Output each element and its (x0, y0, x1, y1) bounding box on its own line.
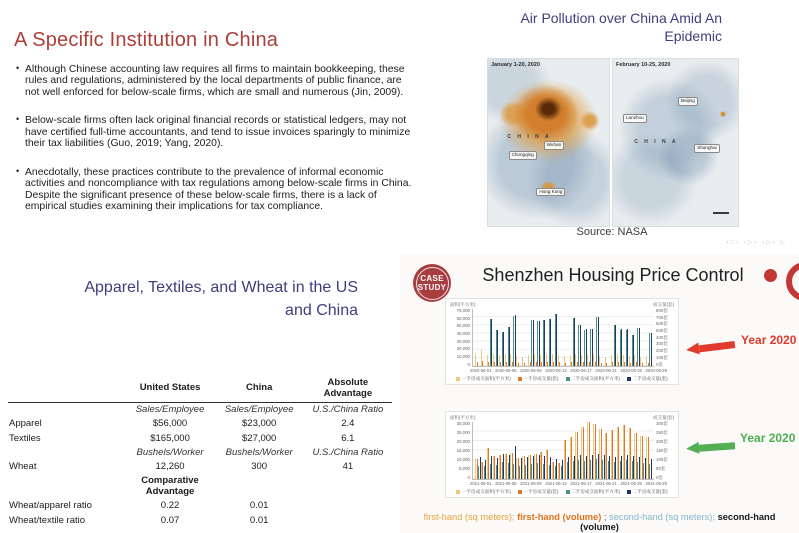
plot-area (472, 422, 654, 480)
table-cell: Bushels/Worker (136, 446, 204, 458)
legend-item (518, 489, 559, 495)
satellite-map-january (487, 58, 610, 227)
legend-label: 二手房成交面积(平方米) (571, 488, 620, 494)
table-row (8, 402, 392, 417)
bar-group (552, 314, 558, 366)
bar-group (611, 430, 617, 479)
table-row (8, 474, 392, 499)
bar (651, 459, 652, 479)
bar-group (540, 452, 546, 479)
bar-group (564, 440, 570, 479)
bar-group (629, 428, 635, 479)
legend-swatch (566, 490, 570, 494)
map-date-caption: February 10-25, 2020 (616, 62, 671, 68)
map-scale-bar (713, 212, 729, 214)
bullet-item: • Although Chinese accounting law requires all firms to maintain bookkeeping, these rules and regulations, administered by the local departments of public finance, are not well enforced for below-scale firms, which are small and numerous (Jin, 2009). (16, 64, 414, 98)
legend-item (566, 489, 621, 495)
y-tick: 5,000 (459, 465, 470, 471)
city-label: Lanzhou (623, 114, 647, 123)
title-line-2: and China (285, 302, 358, 319)
table-cell: 0.01 (249, 514, 269, 526)
y-tick: 10,000 (456, 456, 470, 462)
legend-label: 二手房成交量(套) (632, 375, 668, 381)
bar-group (516, 458, 522, 479)
row-label: Textiles (9, 432, 41, 444)
bar-group (499, 454, 505, 479)
y-tick: 20,000 (456, 438, 470, 444)
bar-group (640, 436, 646, 480)
table-cell: 0.01 (249, 500, 269, 512)
beamer-navigation-symbols[interactable]: ‹□› ‹▷› ‹▷› ▷ (726, 240, 787, 246)
y-tick: 100套 (656, 354, 668, 360)
arrow-shaft (699, 442, 735, 451)
bar (651, 333, 652, 366)
row-label: Wheat/apparel ratio (9, 500, 92, 512)
bar-group (475, 354, 481, 366)
y-tick: 0 (467, 474, 470, 480)
y-tick: 30,000 (456, 338, 470, 344)
y-tick: 70,000 (456, 308, 470, 313)
arrow-shaft (699, 341, 736, 352)
bar-group (646, 333, 652, 366)
bar-group (634, 328, 640, 366)
bar-group (558, 460, 564, 479)
country-label: C H I N A (507, 134, 552, 141)
caption-part: first-hand (sq meters); (423, 512, 515, 522)
x-tick: 2020-06-29 (645, 368, 667, 373)
bar-group (558, 355, 564, 366)
bar-group (481, 460, 487, 479)
slide-shenzhen-housing (400, 255, 799, 533)
bar-group (629, 335, 635, 367)
bar-group (528, 320, 534, 366)
right-axis-ticks (654, 422, 675, 480)
row-label: Wheat (9, 460, 37, 472)
table-cell: 0.07 (160, 514, 180, 526)
bar-group (599, 356, 605, 366)
y-tick: 20,000 (456, 346, 470, 352)
table-row (8, 513, 392, 527)
bar-group (581, 329, 587, 366)
caption-part: second-hand (volume) (580, 512, 776, 532)
bar-group (646, 437, 652, 479)
bar (642, 363, 643, 366)
table-cell: Sales/Employee (135, 404, 205, 416)
case-study-badge (413, 264, 451, 302)
title-line-2: Epidemic (664, 28, 722, 45)
table-row (8, 445, 392, 459)
x-axis-ticks (449, 480, 675, 486)
bar-group (623, 329, 629, 366)
y-tick: 300套 (656, 421, 668, 426)
caption-part: first-hand (volume) (514, 512, 602, 522)
y-tick: 200套 (656, 438, 668, 444)
bar-group (570, 437, 576, 480)
title-line-1: Apparel, Textiles, and Wheat in the US (84, 279, 358, 296)
bar (565, 363, 566, 366)
bar-group (593, 317, 599, 366)
y-tick: 500套 (656, 328, 668, 334)
table-cell (304, 513, 392, 527)
y-tick: 0 (467, 361, 470, 367)
satellite-map-february (612, 58, 739, 227)
city-label: Chongqing (509, 151, 537, 160)
table-cell: Comparative Advantage (141, 475, 199, 498)
title-line-1: Air Pollution over China Amid An (520, 10, 722, 26)
table-row (8, 499, 392, 513)
bar-group (605, 357, 611, 366)
red-arrow-icon (685, 338, 735, 356)
x-tick: 2021-06-09 (520, 481, 542, 486)
left-axis-ticks (449, 309, 472, 367)
x-tick: 2020-06-17 (570, 368, 592, 373)
left-axis-title: 面积(平方米) (450, 415, 476, 420)
bar-group (487, 319, 493, 366)
city-label: Wuhan (544, 141, 564, 150)
institution-bullets (16, 64, 414, 229)
table-header-row (8, 375, 392, 402)
caption-part: second-hand (sq meters); (609, 512, 715, 522)
x-tick: 2020-06-01 (470, 368, 492, 373)
green-arrow-icon (686, 439, 736, 454)
bar-group (522, 357, 528, 366)
x-tick: 2021-06-17 (570, 481, 592, 486)
bar (601, 363, 602, 366)
y-tick: 60,000 (456, 315, 470, 321)
year-annotation-bottom: Year 2020 (740, 431, 796, 445)
housing-chart-2 (445, 411, 679, 498)
y-tick: 200套 (656, 348, 668, 354)
y-tick: 800套 (656, 308, 668, 313)
bar-group (575, 325, 581, 366)
table-cell: 12,260 (155, 460, 185, 472)
table-cell: 300 (251, 460, 268, 472)
country-label: C H I N A (634, 139, 678, 146)
bar-group (475, 457, 481, 479)
x-tick: 2021-06-13 (545, 481, 567, 486)
y-tick: 400套 (656, 334, 668, 340)
bar-group (640, 357, 646, 366)
row-label: Wheat/textile ratio (9, 514, 86, 526)
x-tick: 2020-06-25 (620, 368, 642, 373)
bar-group (522, 456, 528, 479)
bar (518, 363, 519, 366)
y-tick: 100套 (656, 456, 668, 462)
column-header: United States (125, 375, 214, 402)
x-tick: 2020-06-05 (495, 368, 517, 373)
table-cell: 6.1 (341, 432, 355, 444)
bar-group (540, 320, 546, 366)
y-tick: 250套 (656, 429, 668, 435)
row-label: Apparel (9, 418, 42, 430)
legend-swatch (518, 377, 522, 381)
bar (524, 363, 525, 366)
x-tick: 2021-06-29 (645, 481, 667, 486)
table-cell: 2.4 (341, 418, 355, 430)
legend-label: 一手房成交面积(平方米) (461, 375, 511, 381)
row-label (8, 474, 125, 499)
legend-label: 一手房成交量(套) (523, 488, 559, 494)
bar-group (552, 459, 558, 479)
legend-item (456, 376, 511, 382)
map-date-caption: January 1-20, 2020 (491, 62, 540, 68)
bar-group (634, 433, 640, 479)
y-tick: 600套 (656, 321, 668, 327)
legend-label: 二手房成交面积(平方米) (571, 375, 620, 381)
slide-title: Shenzhen Housing Price Control (482, 265, 744, 285)
bar-group (570, 318, 576, 366)
bar-group (481, 350, 487, 366)
legend-item (456, 489, 511, 495)
housing-chart-1 (445, 298, 679, 385)
left-axis-title: 面积(平方米) (450, 302, 476, 307)
right-axis-ticks (654, 309, 675, 367)
city-label: Beijing (678, 97, 698, 106)
year-annotation-top: Year 2020 (741, 333, 797, 347)
bar-group (534, 321, 540, 366)
legend-swatch (456, 377, 460, 381)
table-cell: Sales/Employee (224, 404, 294, 416)
y-tick: 300套 (656, 341, 668, 347)
table-row (8, 459, 392, 473)
legend-item (627, 489, 668, 495)
bar-group (623, 425, 629, 479)
bar (606, 363, 607, 366)
bar-group (617, 427, 623, 479)
legend-label: 一手房成交面积(平方米) (461, 488, 511, 494)
y-tick: 0套 (656, 474, 663, 480)
slide-institution (0, 0, 430, 255)
chart-caption (408, 512, 791, 532)
bar-group (493, 456, 499, 479)
table-cell: $165,000 (150, 432, 190, 444)
bar-group (516, 356, 522, 366)
bullet-item: • Anecdotally, these practices contribute to the prevalence of informal economic activities and noncompliance with tax regulations among below-scale firms in China. Despite the significant presence of these below-scale firms, there is a lack of empirical studies examining their implications for tax compliance. (16, 167, 414, 213)
bar-group (587, 329, 593, 366)
y-tick: 700套 (656, 314, 668, 320)
table-cell: U.S./China Ratio (312, 446, 384, 458)
legend-label: 二手房成交量(套) (632, 488, 668, 494)
column-header-empty (8, 375, 125, 402)
legend-label: 一手房成交量(套) (523, 375, 559, 381)
row-label (8, 402, 125, 417)
bar-group (499, 332, 505, 366)
right-axis-title: 成交量(套) (653, 415, 674, 420)
bar-group (611, 325, 617, 366)
bullet-item: • Below-scale firms often lack original financial records or statistical ledgers, may not have certified full-time accountants, and tend to issue invoices sparingly to minimize their tax liabilities (Guo, 2019; Yang, 2020). (16, 115, 414, 149)
red-arc-logo-icon (786, 262, 799, 301)
bar-group (593, 424, 599, 479)
column-header: China (215, 375, 304, 402)
row-label (8, 445, 125, 459)
chart-legend (449, 376, 675, 382)
x-tick: 2020-06-13 (545, 368, 567, 373)
x-tick: 2021-06-25 (620, 481, 642, 486)
slide-title: A Specific Institution in China (14, 29, 279, 51)
bar (482, 361, 483, 366)
y-tick: 40,000 (456, 330, 470, 336)
plot-area (472, 309, 654, 367)
table-cell: $56,000 (152, 418, 188, 430)
bar-group (575, 432, 581, 479)
bar (477, 362, 478, 366)
bar-group (510, 446, 516, 479)
bar-group (546, 450, 552, 479)
y-tick: 150套 (656, 447, 668, 453)
legend-swatch (456, 490, 460, 494)
y-tick: 15,000 (456, 447, 470, 453)
slide-air-pollution (430, 0, 799, 255)
bar-group (605, 433, 611, 479)
caption-part: ; (601, 512, 610, 522)
bar-group (581, 427, 587, 479)
column-header: Absolute Advantage (304, 375, 392, 402)
legend-item (566, 376, 621, 382)
table-cell: $27,000 (242, 432, 277, 444)
legend-swatch (627, 490, 631, 494)
bar-group (534, 454, 540, 479)
bar-group (564, 356, 570, 366)
bar-group (528, 455, 534, 479)
y-tick: 50套 (656, 465, 666, 471)
table-cell: U.S./China Ratio (312, 404, 384, 416)
y-tick: 10,000 (456, 353, 470, 359)
x-tick: 2020-06-09 (520, 368, 542, 373)
x-tick: 2021-06-01 (470, 481, 492, 486)
bar (559, 362, 560, 366)
bar-group (510, 315, 516, 366)
legend-swatch (566, 377, 570, 381)
y-tick: 30,000 (456, 421, 470, 426)
legend-swatch (518, 490, 522, 494)
y-tick: 25,000 (456, 429, 470, 435)
badge-line-2: STUDY (417, 283, 447, 292)
legend-item (627, 376, 668, 382)
slide-trade-table (0, 255, 400, 533)
slide-title (520, 9, 722, 45)
x-tick: 2020-06-21 (595, 368, 617, 373)
badge-line-1: CASE (420, 273, 444, 283)
right-axis-title: 成交量(套) (653, 302, 674, 307)
legend-item (518, 376, 559, 382)
legend-swatch (627, 377, 631, 381)
y-tick: 50,000 (456, 323, 470, 329)
red-dot-logo-icon (764, 269, 777, 282)
city-label: Hong Kong (536, 188, 565, 197)
left-axis-ticks (449, 422, 472, 480)
bar-group (546, 319, 552, 367)
trade-table (8, 375, 392, 527)
bar-group (587, 422, 593, 479)
table-cell (304, 499, 392, 513)
chart-legend (449, 489, 675, 495)
table-cell: 0.22 (160, 500, 180, 512)
bar-group (493, 330, 499, 367)
table-row (8, 431, 392, 445)
arrow-head (686, 442, 700, 455)
table-cell (304, 474, 392, 499)
x-tick: 2021-06-21 (595, 481, 617, 486)
bar-group (487, 448, 493, 479)
table-cell (215, 474, 304, 499)
x-tick: 2021-06-05 (495, 481, 517, 486)
bar-group (599, 429, 605, 479)
city-label: Shanghai (694, 144, 719, 153)
table-cell: 41 (342, 460, 354, 472)
table-cell: Bushels/Worker (225, 446, 293, 458)
table-row (8, 417, 392, 431)
x-axis-ticks (449, 367, 675, 373)
bar-group (617, 329, 623, 366)
bar-group (505, 327, 511, 366)
source-credit: Source: NASA (576, 226, 648, 238)
bar-group (505, 454, 511, 479)
table-cell: $23,000 (242, 418, 277, 430)
y-tick: 0套 (656, 361, 663, 367)
